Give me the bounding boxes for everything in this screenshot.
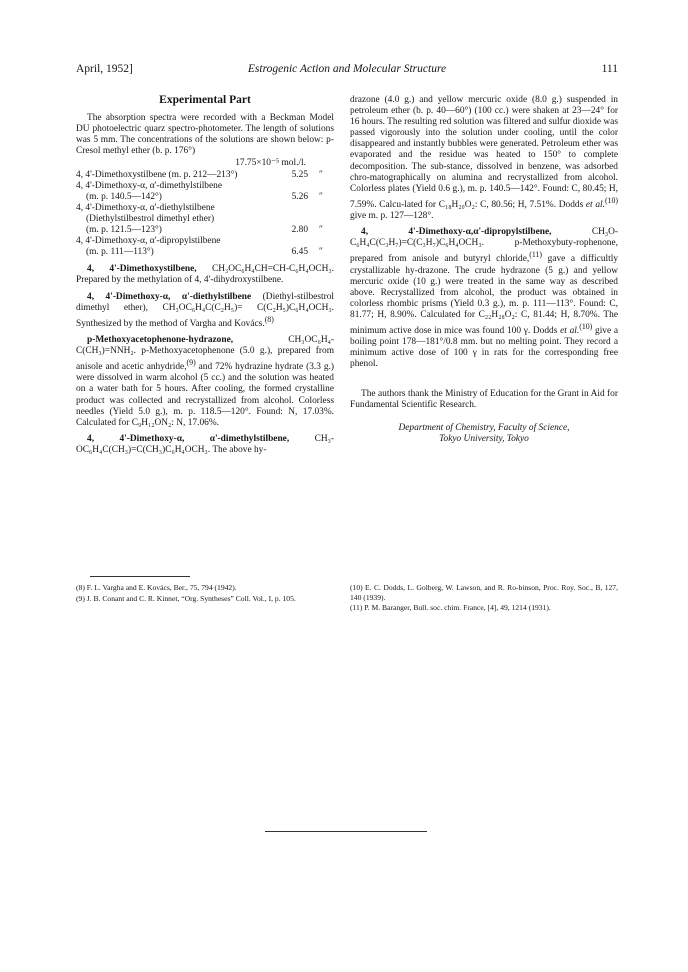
p-cresol-concentration: [76, 158, 334, 169]
concentration-value: 17.75×10⁻⁵ mol./l.: [235, 158, 306, 169]
compound-heading: 4, 4'-Dimethoxy-α, α'-dimethylstilbene,: [87, 433, 290, 444]
concentration-row-cont: [76, 247, 334, 258]
ditto-mark: ″: [319, 169, 323, 180]
intro-paragraph: The absorption spectra were recorded with a Beckman Model DU photoelectric quarz spectro-photometer. The length of solutions was 5 mm. The concentrations of the solutions are shown below: p-Cresol methyl ether (b. p. 176°): [76, 113, 334, 157]
left-column: [76, 95, 334, 456]
footnote: (10) E. C. Dodds, L. Golberg, W. Lawson, and R. Ro-binson, Proc. Roy. Soc., B, 127, 140 (1939).: [350, 583, 618, 602]
ditto-mark: ″: [319, 191, 323, 202]
compound-name: 4, 4'-Dimethoxy-α, α'-dimethylstilbene: [76, 180, 222, 191]
reference-marker: (10): [579, 322, 593, 332]
compound-heading: 4, 4'-Dimethoxy-α, α'-diethylstilbene: [87, 291, 252, 302]
compound-paragraph: [76, 434, 334, 456]
concentration-row: [76, 203, 334, 214]
footnote: (11) P. M. Baranger, Bull. soc. chim. France, [4], 49, 1214 (1931).: [350, 603, 551, 613]
reference-marker: (10): [604, 195, 619, 205]
paragraph-text: gave a difficultly crystallizable hy-drazone. The crude hydrazone (5 g.) and yellow mercuric oxide (10 g.) were treated in the same way as described above. Recrystallized from alcohol, the product was obtained in colorless rhombic prisms (Yield 0.3 g.), m. p. 111—113°. Found: C, 81.77; H, 8.90%. Calculated for C₂₂H₂₈O₂: C, 81.44; H, 8.70%. The minimum active dose in mice was found 100 γ. Dodds: [350, 254, 619, 337]
concentration-row-cont: [76, 225, 334, 236]
compound-name: 4, 4'-Dimethoxy-α, α'-diethylstilbene: [76, 202, 215, 213]
paragraph-text: CH₃OC₆H₄CH=CH-C₆H₄OCH₃. Prepared by the methylation of 4, 4'-dihydroxystilbene.: [76, 264, 334, 286]
compound-name: 4, 4'-Dimethoxy-α, α'-dipropylstilbene: [76, 236, 221, 247]
header-date: April, 1952]: [76, 63, 133, 75]
compound-synonym: (Diethylstilbestrol dimethyl ether): [86, 213, 215, 224]
compound-paragraph: [76, 264, 334, 286]
paragraph-text: give m. p. 127—128°.: [350, 211, 434, 222]
concentration-value: 2.80: [291, 225, 308, 236]
concentration-row-cont: [76, 214, 334, 225]
concentration-value: 6.45: [291, 247, 308, 258]
footnote-rule: [90, 576, 190, 577]
paragraph-text: and 72% hydrazine hydrate (3.3 g.) were dissolved in warm alcohol (5 cc.) and the solution was heated on a water bath for 5 hours. After cooling, the formed crystalline product was collected and recrystallized from alcohol. Colorless needles (Yield 5.0 g.), m. p. 118.5—120°. Found: N, 17.03%. Calculated for C₉H₁₂ON₂: N, 17.06%.: [76, 362, 334, 428]
affiliation-department: Department of Chemistry, Faculty of Science,: [398, 422, 570, 433]
paragraph-text: CH₃-OC₆H₄C(CH₃)=C(CH₃)C₆H₄OCH₃. The above hy-: [76, 433, 335, 455]
footnote: (9) J. B. Conant and C. R. Kinnet, “Org. Syntheses” Coll. Vol., I, p. 105.: [76, 593, 296, 603]
reference-marker: (8): [264, 314, 274, 324]
footnotes-right: [350, 576, 618, 614]
paragraph-text: drazone (4.0 g.) and yellow mercuric oxide (8.0 g.) suspended in petroleum ether (b. p. 40—60°) (100 cc.) were shaken at 23—24° for 16 hours. The resulting red solution was filtered and sulfur dioxide was passed vigorously into the solution under cooling, until the color disappeared and instantly bubbles were generated. Petroleum ether was evaporated and the residue was heated to 150° to complete decomposition. The sub-stance, dissolved in benzene, was adsorbed chro-matographically on alumina and recrystallized from alcohol. Colorless plates (Yield 0.6 g.), m. p. 140.5—142°. Found: C, 80.45; H, 7.59%. Calcu-lated for C₁₈H₂₀O₂: C, 80.56; H, 7.51%. Dodds: [350, 95, 618, 210]
compound-mp: (m. p. 140.5—142°): [86, 191, 162, 202]
section-title: Experimental Part: [159, 94, 251, 106]
footnotes-left: [76, 576, 334, 604]
reference-marker: (11): [529, 250, 543, 260]
et-al: et al.: [560, 326, 580, 337]
header-title: Estrogenic Action and Molecular Structure: [247, 63, 447, 75]
ditto-mark: ″: [319, 225, 323, 236]
concentration-row-cont: [76, 192, 334, 203]
paragraph-text: CH₃OC₆H₄-C(CH₃)=NNH₂. p-Methoxyacetophenone (5.0 g.), prepared from anisole and acetic anhydride,: [76, 334, 334, 373]
end-rule: [265, 831, 427, 832]
right-column: [350, 95, 618, 445]
paragraph-text: give a boiling point 178—181°/0.8 mm. but no melting point. They record a minimum active dose of 100 γ in rats for the corresponding free phenol.: [350, 326, 619, 370]
concentration-value: 5.26: [291, 191, 308, 202]
reference-marker: (9): [186, 358, 196, 368]
compound-paragraph: [350, 227, 618, 370]
affiliation: [350, 423, 618, 445]
compound-name: 4, 4'-Dimethoxystilbene (m. p. 212—213°): [76, 169, 238, 180]
concentration-value: 5.25: [291, 169, 308, 180]
page-number: 111: [601, 63, 618, 75]
compound-paragraph: [76, 292, 334, 330]
compound-heading: 4, 4'-Dimethoxy-α,α'-dipropylstilbene,: [361, 227, 552, 238]
affiliation-university: Tokyo University, Tokyo: [439, 433, 529, 444]
paragraph-text: CH₃O-C₆H₄C(C₃H₇)=C(C₃H₇)C₆H₄OCH₃. p-Methoxybuty-rophenone, prepared from anisole and butyryl chloride,: [350, 227, 619, 265]
concentration-row: [76, 181, 334, 192]
concentration-list: [76, 158, 334, 258]
compound-heading: p-Methoxyacetophenone-hydrazone,: [87, 334, 234, 345]
acknowledgement: The authors thank the Ministry of Education for the Grant in Aid for Fundamental Scientific Research.: [350, 388, 618, 410]
footnote: (8) F. L. Vargha and E. Kovács, Ber., 75, 794 (1942).: [76, 583, 237, 592]
compound-heading: 4, 4'-Dimethoxystilbene,: [87, 264, 197, 275]
paragraph-text: (Diethyl-stilbestrol dimethyl ether), CH₃OC₆H₄C(C₂H₅)= C(C₂H₅)C₆H₄OCH₃. Synthesized by the method of Vargha and Kovács.: [76, 291, 335, 329]
et-al: et al.: [585, 199, 605, 210]
ditto-mark: ″: [319, 247, 323, 258]
continued-paragraph: [350, 95, 618, 222]
compound-paragraph: [76, 335, 334, 429]
running-header: [76, 63, 618, 79]
compound-mp: (m. p. 121.5—123°): [86, 225, 162, 236]
concentration-row: [76, 170, 334, 181]
compound-mp: (m. p. 111—113°): [86, 247, 154, 258]
concentration-row: [76, 236, 334, 247]
